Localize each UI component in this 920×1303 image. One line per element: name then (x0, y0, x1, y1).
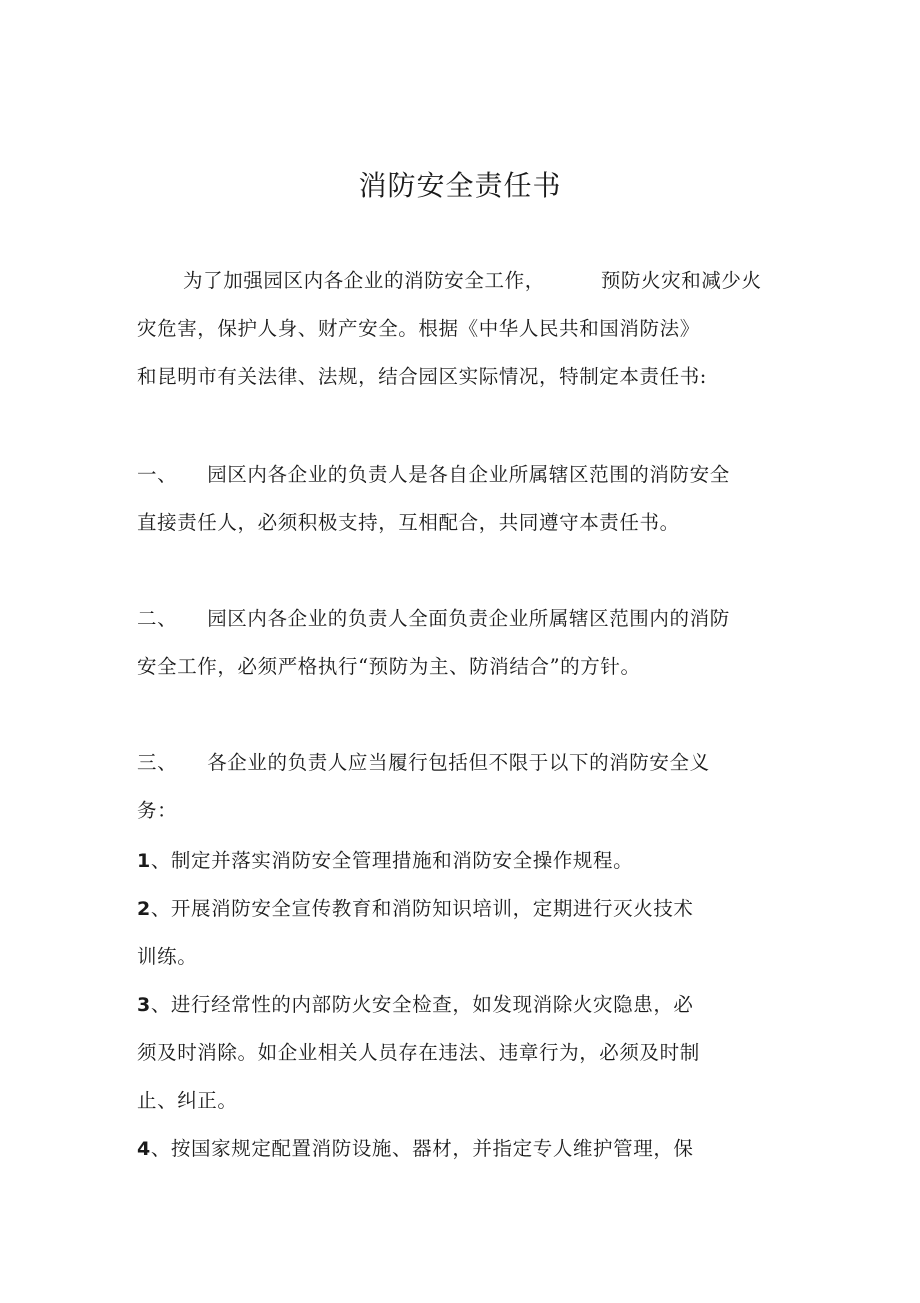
section-2-line-1 (137, 604, 730, 634)
item-3-line-1 (137, 990, 694, 1020)
section-3-line-1 (137, 748, 710, 778)
item-3-text-1: 、进行经常性的内部防火安全检查，如发现消除火灾隐患，必 (150, 993, 694, 1016)
section-3-text-1: 各企业的负责人应当履行包括但不限于以下的消防安全义 (207, 751, 710, 774)
item-1-text-1: 、制定并落实消防安全管理措施和消防安全操作规程。 (150, 849, 634, 872)
intro-line-3: 和昆明市有关法律、法规，结合园区实际情况，特制定本责任书: (137, 365, 707, 388)
document-title: 消防安全责任书 (358, 169, 562, 202)
section-2-line-2: 安全工作，必须严格执行“预防为主、防消结合”的方针。 (137, 655, 641, 678)
item-2-number: 2 (137, 898, 151, 920)
section-1-line-2: 直接责任人，必须积极支持，互相配合，共同遵守本责任书。 (137, 511, 680, 534)
item-2-text-1: 、开展消防安全宣传教育和消防知识培训，定期进行灭火技术 (150, 897, 694, 920)
item-2-line-2: 训练。 (137, 945, 198, 968)
item-1-line-1 (137, 846, 633, 876)
intro-line-1 (183, 266, 762, 296)
item-1-number: 1 (137, 850, 151, 872)
section-3-line-2: 务： (137, 799, 178, 822)
section-2-text-1: 园区内各企业的负责人全面负责企业所属辖区范围内的消防 (207, 607, 730, 630)
item-2-line-1 (137, 894, 694, 924)
intro-line-1-part-b: 预防火灾和减少火 (600, 269, 762, 292)
item-4-text-1: 、按国家规定配置消防设施、器材，并指定专人维护管理，保 (150, 1137, 694, 1160)
item-3-number: 3 (137, 994, 151, 1016)
section-1-text-1: 园区内各企业的负责人是各自企业所属辖区范围的消防安全 (207, 463, 730, 486)
section-3-marker: 三、 (137, 751, 178, 774)
item-4-number: 4 (137, 1138, 151, 1160)
intro-line-2: 灾危害，保护人身、财产安全。根据《中华人民共和国消防法》 (137, 317, 700, 340)
item-3-line-2: 须及时消除。如企业相关人员存在违法、违章行为，必须及时制 (137, 1041, 700, 1064)
section-1-line-1 (137, 460, 730, 490)
item-3-line-3: 止、纠正。 (137, 1089, 238, 1112)
intro-line-1-part-a: 为了加强园区内各企业的消防安全工作， (183, 269, 545, 292)
section-1-marker: 一、 (137, 463, 178, 486)
item-4-line-1 (137, 1134, 694, 1164)
section-2-marker: 二、 (137, 607, 178, 630)
